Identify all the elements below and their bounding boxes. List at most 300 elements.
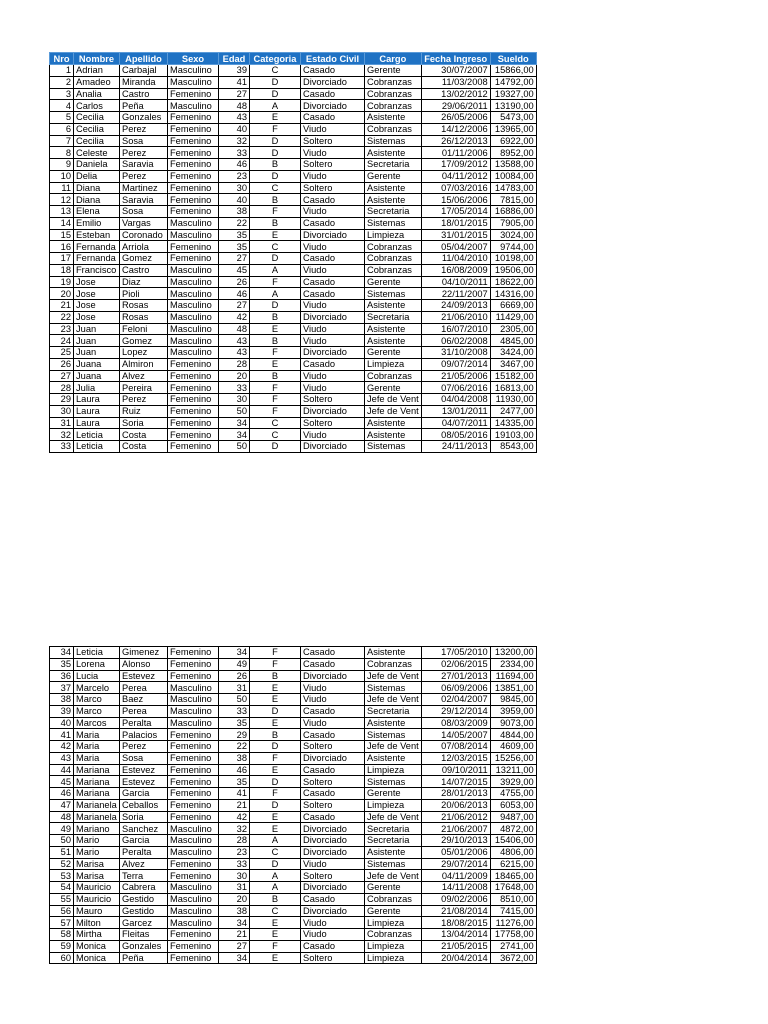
cell-apellido: Perez	[120, 394, 168, 406]
cell-apellido: Peralta	[120, 846, 168, 858]
cell-sueldo: 18465,00	[490, 870, 536, 882]
cell-cargo: Gerente	[365, 905, 422, 917]
cell-nro: 57	[50, 917, 74, 929]
cell-fecha-ingreso: 31/10/2008	[421, 347, 490, 359]
cell-apellido: Sosa	[120, 752, 168, 764]
cell-sexo: Femenino	[168, 940, 219, 952]
cell-nombre: Mariana	[74, 764, 120, 776]
table-row	[50, 764, 537, 776]
cell-sexo: Femenino	[168, 135, 219, 147]
cell-categoria: F	[250, 123, 301, 135]
cell-cargo: Secretaria	[365, 823, 422, 835]
header-sexo: Sexo	[168, 53, 219, 65]
cell-estado-civil: Viudo	[301, 682, 365, 694]
cell-nro: 25	[50, 347, 74, 359]
cell-estado-civil: Viudo	[301, 147, 365, 159]
cell-estado-civil: Casado	[301, 112, 365, 124]
cell-edad: 20	[219, 893, 250, 905]
cell-categoria: C	[250, 182, 301, 194]
cell-apellido: Rosas	[120, 311, 168, 323]
cell-sexo: Femenino	[168, 741, 219, 753]
cell-estado-civil: Soltero	[301, 417, 365, 429]
cell-cargo: Asistente	[365, 717, 422, 729]
table-row	[50, 358, 537, 370]
cell-nro: 8	[50, 147, 74, 159]
cell-fecha-ingreso: 24/11/2013	[421, 441, 490, 453]
cell-sexo: Masculino	[168, 823, 219, 835]
cell-fecha-ingreso: 16/08/2009	[421, 264, 490, 276]
cell-sexo: Masculino	[168, 335, 219, 347]
cell-edad: 34	[219, 647, 250, 659]
cell-apellido: Gomez	[120, 335, 168, 347]
cell-cargo: Limpieza	[365, 764, 422, 776]
table-row	[50, 100, 537, 112]
cell-estado-civil: Viudo	[301, 206, 365, 218]
cell-sexo: Masculino	[168, 846, 219, 858]
cell-apellido: Perea	[120, 705, 168, 717]
cell-fecha-ingreso: 14/12/2006	[421, 123, 490, 135]
cell-sueldo: 4609,00	[490, 741, 536, 753]
cell-fecha-ingreso: 07/06/2016	[421, 382, 490, 394]
cell-apellido: Ruiz	[120, 405, 168, 417]
cell-sueldo: 19327,00	[490, 88, 536, 100]
cell-nombre: Marcelo	[74, 682, 120, 694]
cell-edad: 23	[219, 170, 250, 182]
cell-sexo: Femenino	[168, 194, 219, 206]
cell-nro: 35	[50, 658, 74, 670]
cell-edad: 46	[219, 288, 250, 300]
cell-nombre: Mauricio	[74, 882, 120, 894]
cell-apellido: Perez	[120, 147, 168, 159]
cell-sueldo: 2741,00	[490, 940, 536, 952]
cell-estado-civil: Casado	[301, 276, 365, 288]
cell-cargo: Cobranzas	[365, 658, 422, 670]
cell-estado-civil: Casado	[301, 940, 365, 952]
cell-nombre: Marianela	[74, 799, 120, 811]
cell-apellido: Alvez	[120, 858, 168, 870]
cell-fecha-ingreso: 21/06/2012	[421, 811, 490, 823]
cell-cargo: Cobranzas	[365, 893, 422, 905]
cell-apellido: Castro	[120, 264, 168, 276]
cell-edad: 48	[219, 323, 250, 335]
cell-estado-civil: Casado	[301, 65, 365, 77]
table-row	[50, 717, 537, 729]
cell-apellido: Peña	[120, 100, 168, 112]
cell-estado-civil: Viudo	[301, 123, 365, 135]
cell-nro: 49	[50, 823, 74, 835]
cell-fecha-ingreso: 05/04/2007	[421, 241, 490, 253]
cell-fecha-ingreso: 11/04/2010	[421, 253, 490, 265]
cell-sexo: Femenino	[168, 170, 219, 182]
cell-nombre: Lorena	[74, 658, 120, 670]
cell-cargo: Cobranzas	[365, 929, 422, 941]
cell-edad: 33	[219, 858, 250, 870]
cell-edad: 35	[219, 776, 250, 788]
table-row	[50, 846, 537, 858]
cell-edad: 49	[219, 658, 250, 670]
cell-apellido: Feloni	[120, 323, 168, 335]
cell-sueldo: 4845,00	[490, 335, 536, 347]
cell-nombre: Mariano	[74, 823, 120, 835]
cell-categoria: F	[250, 347, 301, 359]
cell-sueldo: 4844,00	[490, 729, 536, 741]
cell-nro: 32	[50, 429, 74, 441]
cell-cargo: Secretaria	[365, 835, 422, 847]
header-row	[50, 53, 537, 65]
cell-edad: 38	[219, 905, 250, 917]
cell-cargo: Gerente	[365, 788, 422, 800]
cell-sexo: Femenino	[168, 358, 219, 370]
table-row	[50, 276, 537, 288]
cell-nro: 10	[50, 170, 74, 182]
cell-nro: 47	[50, 799, 74, 811]
cell-edad: 27	[219, 300, 250, 312]
cell-apellido: Perez	[120, 170, 168, 182]
cell-nro: 6	[50, 123, 74, 135]
cell-categoria: B	[250, 194, 301, 206]
cell-sueldo: 5473,00	[490, 112, 536, 124]
cell-nro: 20	[50, 288, 74, 300]
cell-apellido: Gonzales	[120, 112, 168, 124]
cell-sexo: Femenino	[168, 123, 219, 135]
cell-nro: 29	[50, 394, 74, 406]
table-row	[50, 670, 537, 682]
cell-sueldo: 9744,00	[490, 241, 536, 253]
cell-edad: 34	[219, 417, 250, 429]
cell-cargo: Sistemas	[365, 288, 422, 300]
cell-nombre: Juan	[74, 323, 120, 335]
cell-sexo: Masculino	[168, 835, 219, 847]
cell-edad: 33	[219, 382, 250, 394]
cell-estado-civil: Casado	[301, 647, 365, 659]
cell-sueldo: 17758,00	[490, 929, 536, 941]
cell-estado-civil: Casado	[301, 764, 365, 776]
cell-nombre: Leticia	[74, 647, 120, 659]
cell-cargo: Limpieza	[365, 358, 422, 370]
cell-sueldo: 8952,00	[490, 147, 536, 159]
table-row	[50, 952, 537, 964]
cell-nro: 48	[50, 811, 74, 823]
cell-fecha-ingreso: 04/11/2009	[421, 870, 490, 882]
cell-nro: 21	[50, 300, 74, 312]
cell-sexo: Femenino	[168, 241, 219, 253]
cell-categoria: D	[250, 147, 301, 159]
cell-nro: 44	[50, 764, 74, 776]
cell-categoria: B	[250, 311, 301, 323]
cell-categoria: E	[250, 694, 301, 706]
cell-fecha-ingreso: 12/03/2015	[421, 752, 490, 764]
cell-estado-civil: Casado	[301, 729, 365, 741]
cell-estado-civil: Casado	[301, 658, 365, 670]
cell-sueldo: 4755,00	[490, 788, 536, 800]
cell-estado-civil: Divorciado	[301, 846, 365, 858]
cell-fecha-ingreso: 08/03/2009	[421, 717, 490, 729]
cell-apellido: Soria	[120, 417, 168, 429]
table-row	[50, 65, 537, 77]
cell-nro: 4	[50, 100, 74, 112]
cell-nombre: Diana	[74, 182, 120, 194]
cell-sueldo: 3467,00	[490, 358, 536, 370]
cell-sueldo: 7815,00	[490, 194, 536, 206]
cell-cargo: Sistemas	[365, 776, 422, 788]
cell-apellido: Gonzales	[120, 940, 168, 952]
cell-sexo: Femenino	[168, 752, 219, 764]
cell-cargo: Cobranzas	[365, 253, 422, 265]
cell-edad: 38	[219, 206, 250, 218]
cell-cargo: Secretaria	[365, 206, 422, 218]
header-cargo: Cargo	[365, 53, 422, 65]
cell-cargo: Jefe de Vent	[365, 670, 422, 682]
cell-apellido: Almiron	[120, 358, 168, 370]
cell-categoria: A	[250, 288, 301, 300]
cell-categoria: C	[250, 846, 301, 858]
cell-nombre: Laura	[74, 394, 120, 406]
cell-edad: 42	[219, 311, 250, 323]
cell-sexo: Femenino	[168, 394, 219, 406]
cell-sueldo: 18622,00	[490, 276, 536, 288]
cell-categoria: F	[250, 394, 301, 406]
table-row	[50, 647, 537, 659]
table-row	[50, 882, 537, 894]
cell-edad: 40	[219, 123, 250, 135]
cell-cargo: Sistemas	[365, 858, 422, 870]
cell-nro: 34	[50, 647, 74, 659]
cell-fecha-ingreso: 20/04/2014	[421, 952, 490, 964]
cell-fecha-ingreso: 09/02/2006	[421, 893, 490, 905]
cell-apellido: Carbajal	[120, 65, 168, 77]
table-row	[50, 323, 537, 335]
cell-nro: 37	[50, 682, 74, 694]
cell-categoria: B	[250, 729, 301, 741]
cell-sexo: Masculino	[168, 100, 219, 112]
cell-cargo: Gerente	[365, 347, 422, 359]
cell-edad: 33	[219, 705, 250, 717]
cell-estado-civil: Soltero	[301, 870, 365, 882]
cell-apellido: Costa	[120, 441, 168, 453]
cell-fecha-ingreso: 27/01/2013	[421, 670, 490, 682]
cell-edad: 29	[219, 729, 250, 741]
cell-apellido: Garcia	[120, 835, 168, 847]
cell-cargo: Limpieza	[365, 799, 422, 811]
cell-edad: 42	[219, 811, 250, 823]
cell-categoria: A	[250, 264, 301, 276]
cell-apellido: Sosa	[120, 206, 168, 218]
cell-apellido: Perea	[120, 682, 168, 694]
cell-edad: 41	[219, 76, 250, 88]
cell-sexo: Femenino	[168, 112, 219, 124]
cell-categoria: D	[250, 135, 301, 147]
cell-cargo: Cobranzas	[365, 88, 422, 100]
cell-apellido: Ceballos	[120, 799, 168, 811]
cell-apellido: Peralta	[120, 717, 168, 729]
cell-estado-civil: Viudo	[301, 170, 365, 182]
cell-nombre: Monica	[74, 952, 120, 964]
cell-nro: 9	[50, 159, 74, 171]
cell-edad: 21	[219, 929, 250, 941]
cell-categoria: F	[250, 206, 301, 218]
cell-cargo: Sistemas	[365, 217, 422, 229]
cell-nro: 39	[50, 705, 74, 717]
cell-cargo: Cobranzas	[365, 100, 422, 112]
cell-categoria: F	[250, 405, 301, 417]
cell-sueldo: 4872,00	[490, 823, 536, 835]
cell-edad: 31	[219, 682, 250, 694]
cell-sexo: Femenino	[168, 429, 219, 441]
cell-sexo: Masculino	[168, 323, 219, 335]
cell-fecha-ingreso: 13/01/2011	[421, 405, 490, 417]
cell-apellido: Garcia	[120, 788, 168, 800]
cell-fecha-ingreso: 01/11/2006	[421, 147, 490, 159]
cell-edad: 46	[219, 764, 250, 776]
cell-fecha-ingreso: 09/10/2011	[421, 764, 490, 776]
cell-sueldo: 4806,00	[490, 846, 536, 858]
cell-edad: 33	[219, 147, 250, 159]
cell-nro: 30	[50, 405, 74, 417]
cell-categoria: C	[250, 905, 301, 917]
cell-cargo: Asistente	[365, 147, 422, 159]
cell-nombre: Milton	[74, 917, 120, 929]
cell-sexo: Masculino	[168, 682, 219, 694]
cell-nombre: Mario	[74, 846, 120, 858]
cell-edad: 35	[219, 229, 250, 241]
cell-categoria: D	[250, 300, 301, 312]
cell-nombre: Marcos	[74, 717, 120, 729]
cell-apellido: Estevez	[120, 776, 168, 788]
cell-fecha-ingreso: 08/05/2016	[421, 429, 490, 441]
cell-estado-civil: Casado	[301, 893, 365, 905]
cell-edad: 41	[219, 788, 250, 800]
table-row	[50, 311, 537, 323]
cell-categoria: A	[250, 100, 301, 112]
cell-nro: 15	[50, 229, 74, 241]
cell-sueldo: 6669,00	[490, 300, 536, 312]
cell-cargo: Gerente	[365, 65, 422, 77]
cell-apellido: Gimenez	[120, 647, 168, 659]
cell-sexo: Masculino	[168, 694, 219, 706]
cell-nro: 60	[50, 952, 74, 964]
cell-nombre: Diana	[74, 194, 120, 206]
cell-fecha-ingreso: 17/05/2014	[421, 206, 490, 218]
header-sueldo: Sueldo	[490, 53, 536, 65]
cell-sexo: Masculino	[168, 905, 219, 917]
cell-cargo: Secretaria	[365, 159, 422, 171]
cell-fecha-ingreso: 28/01/2013	[421, 788, 490, 800]
table-row	[50, 870, 537, 882]
cell-cargo: Jefe de Vent	[365, 870, 422, 882]
cell-edad: 43	[219, 347, 250, 359]
cell-sueldo: 2477,00	[490, 405, 536, 417]
cell-sexo: Femenino	[168, 405, 219, 417]
cell-nombre: Leticia	[74, 441, 120, 453]
cell-nro: 19	[50, 276, 74, 288]
cell-nro: 1	[50, 65, 74, 77]
cell-edad: 27	[219, 253, 250, 265]
cell-apellido: Saravia	[120, 194, 168, 206]
cell-categoria: F	[250, 940, 301, 952]
cell-categoria: D	[250, 441, 301, 453]
cell-apellido: Estevez	[120, 764, 168, 776]
cell-cargo: Gerente	[365, 382, 422, 394]
cell-categoria: E	[250, 764, 301, 776]
cell-sexo: Femenino	[168, 776, 219, 788]
header-estado-civil: Estado Civil	[301, 53, 365, 65]
cell-sexo: Femenino	[168, 159, 219, 171]
cell-nombre: Laura	[74, 405, 120, 417]
cell-estado-civil: Soltero	[301, 741, 365, 753]
cell-fecha-ingreso: 21/08/2014	[421, 905, 490, 917]
cell-edad: 30	[219, 870, 250, 882]
cell-sexo: Masculino	[168, 917, 219, 929]
cell-categoria: E	[250, 358, 301, 370]
table-row	[50, 229, 537, 241]
cell-estado-civil: Viudo	[301, 929, 365, 941]
cell-nro: 3	[50, 88, 74, 100]
cell-estado-civil: Soltero	[301, 394, 365, 406]
cell-nombre: Mirtha	[74, 929, 120, 941]
cell-nombre: Fernanda	[74, 241, 120, 253]
cell-nombre: Mariana	[74, 776, 120, 788]
cell-estado-civil: Casado	[301, 811, 365, 823]
cell-edad: 32	[219, 823, 250, 835]
cell-apellido: Pioli	[120, 288, 168, 300]
cell-sexo: Femenino	[168, 88, 219, 100]
cell-sueldo: 15406,00	[490, 835, 536, 847]
cell-estado-civil: Casado	[301, 194, 365, 206]
cell-fecha-ingreso: 16/07/2010	[421, 323, 490, 335]
cell-nombre: Emilio	[74, 217, 120, 229]
cell-estado-civil: Viudo	[301, 300, 365, 312]
cell-estado-civil: Casado	[301, 217, 365, 229]
cell-sexo: Femenino	[168, 858, 219, 870]
cell-nombre: Maria	[74, 741, 120, 753]
cell-fecha-ingreso: 05/01/2006	[421, 846, 490, 858]
cell-estado-civil: Divorciado	[301, 76, 365, 88]
cell-estado-civil: Viudo	[301, 429, 365, 441]
cell-sexo: Masculino	[168, 311, 219, 323]
cell-edad: 28	[219, 835, 250, 847]
table-row	[50, 382, 537, 394]
cell-sueldo: 10084,00	[490, 170, 536, 182]
cell-estado-civil: Casado	[301, 358, 365, 370]
cell-nro: 28	[50, 382, 74, 394]
cell-nro: 11	[50, 182, 74, 194]
cell-nombre: Jose	[74, 300, 120, 312]
cell-cargo: Limpieza	[365, 917, 422, 929]
cell-fecha-ingreso: 18/01/2015	[421, 217, 490, 229]
cell-apellido: Palacios	[120, 729, 168, 741]
cell-sueldo: 13965,00	[490, 123, 536, 135]
cell-apellido: Peña	[120, 952, 168, 964]
table-row	[50, 729, 537, 741]
cell-nro: 12	[50, 194, 74, 206]
table-row	[50, 206, 537, 218]
cell-categoria: A	[250, 882, 301, 894]
cell-nro: 55	[50, 893, 74, 905]
cell-edad: 43	[219, 112, 250, 124]
cell-sexo: Femenino	[168, 182, 219, 194]
table-row	[50, 123, 537, 135]
cell-sexo: Masculino	[168, 893, 219, 905]
cell-edad: 50	[219, 694, 250, 706]
cell-sueldo: 11429,00	[490, 311, 536, 323]
cell-sueldo: 11276,00	[490, 917, 536, 929]
cell-nro: 18	[50, 264, 74, 276]
cell-sueldo: 9487,00	[490, 811, 536, 823]
cell-sueldo: 19506,00	[490, 264, 536, 276]
cell-apellido: Castro	[120, 88, 168, 100]
table-row	[50, 658, 537, 670]
cell-fecha-ingreso: 29/10/2013	[421, 835, 490, 847]
